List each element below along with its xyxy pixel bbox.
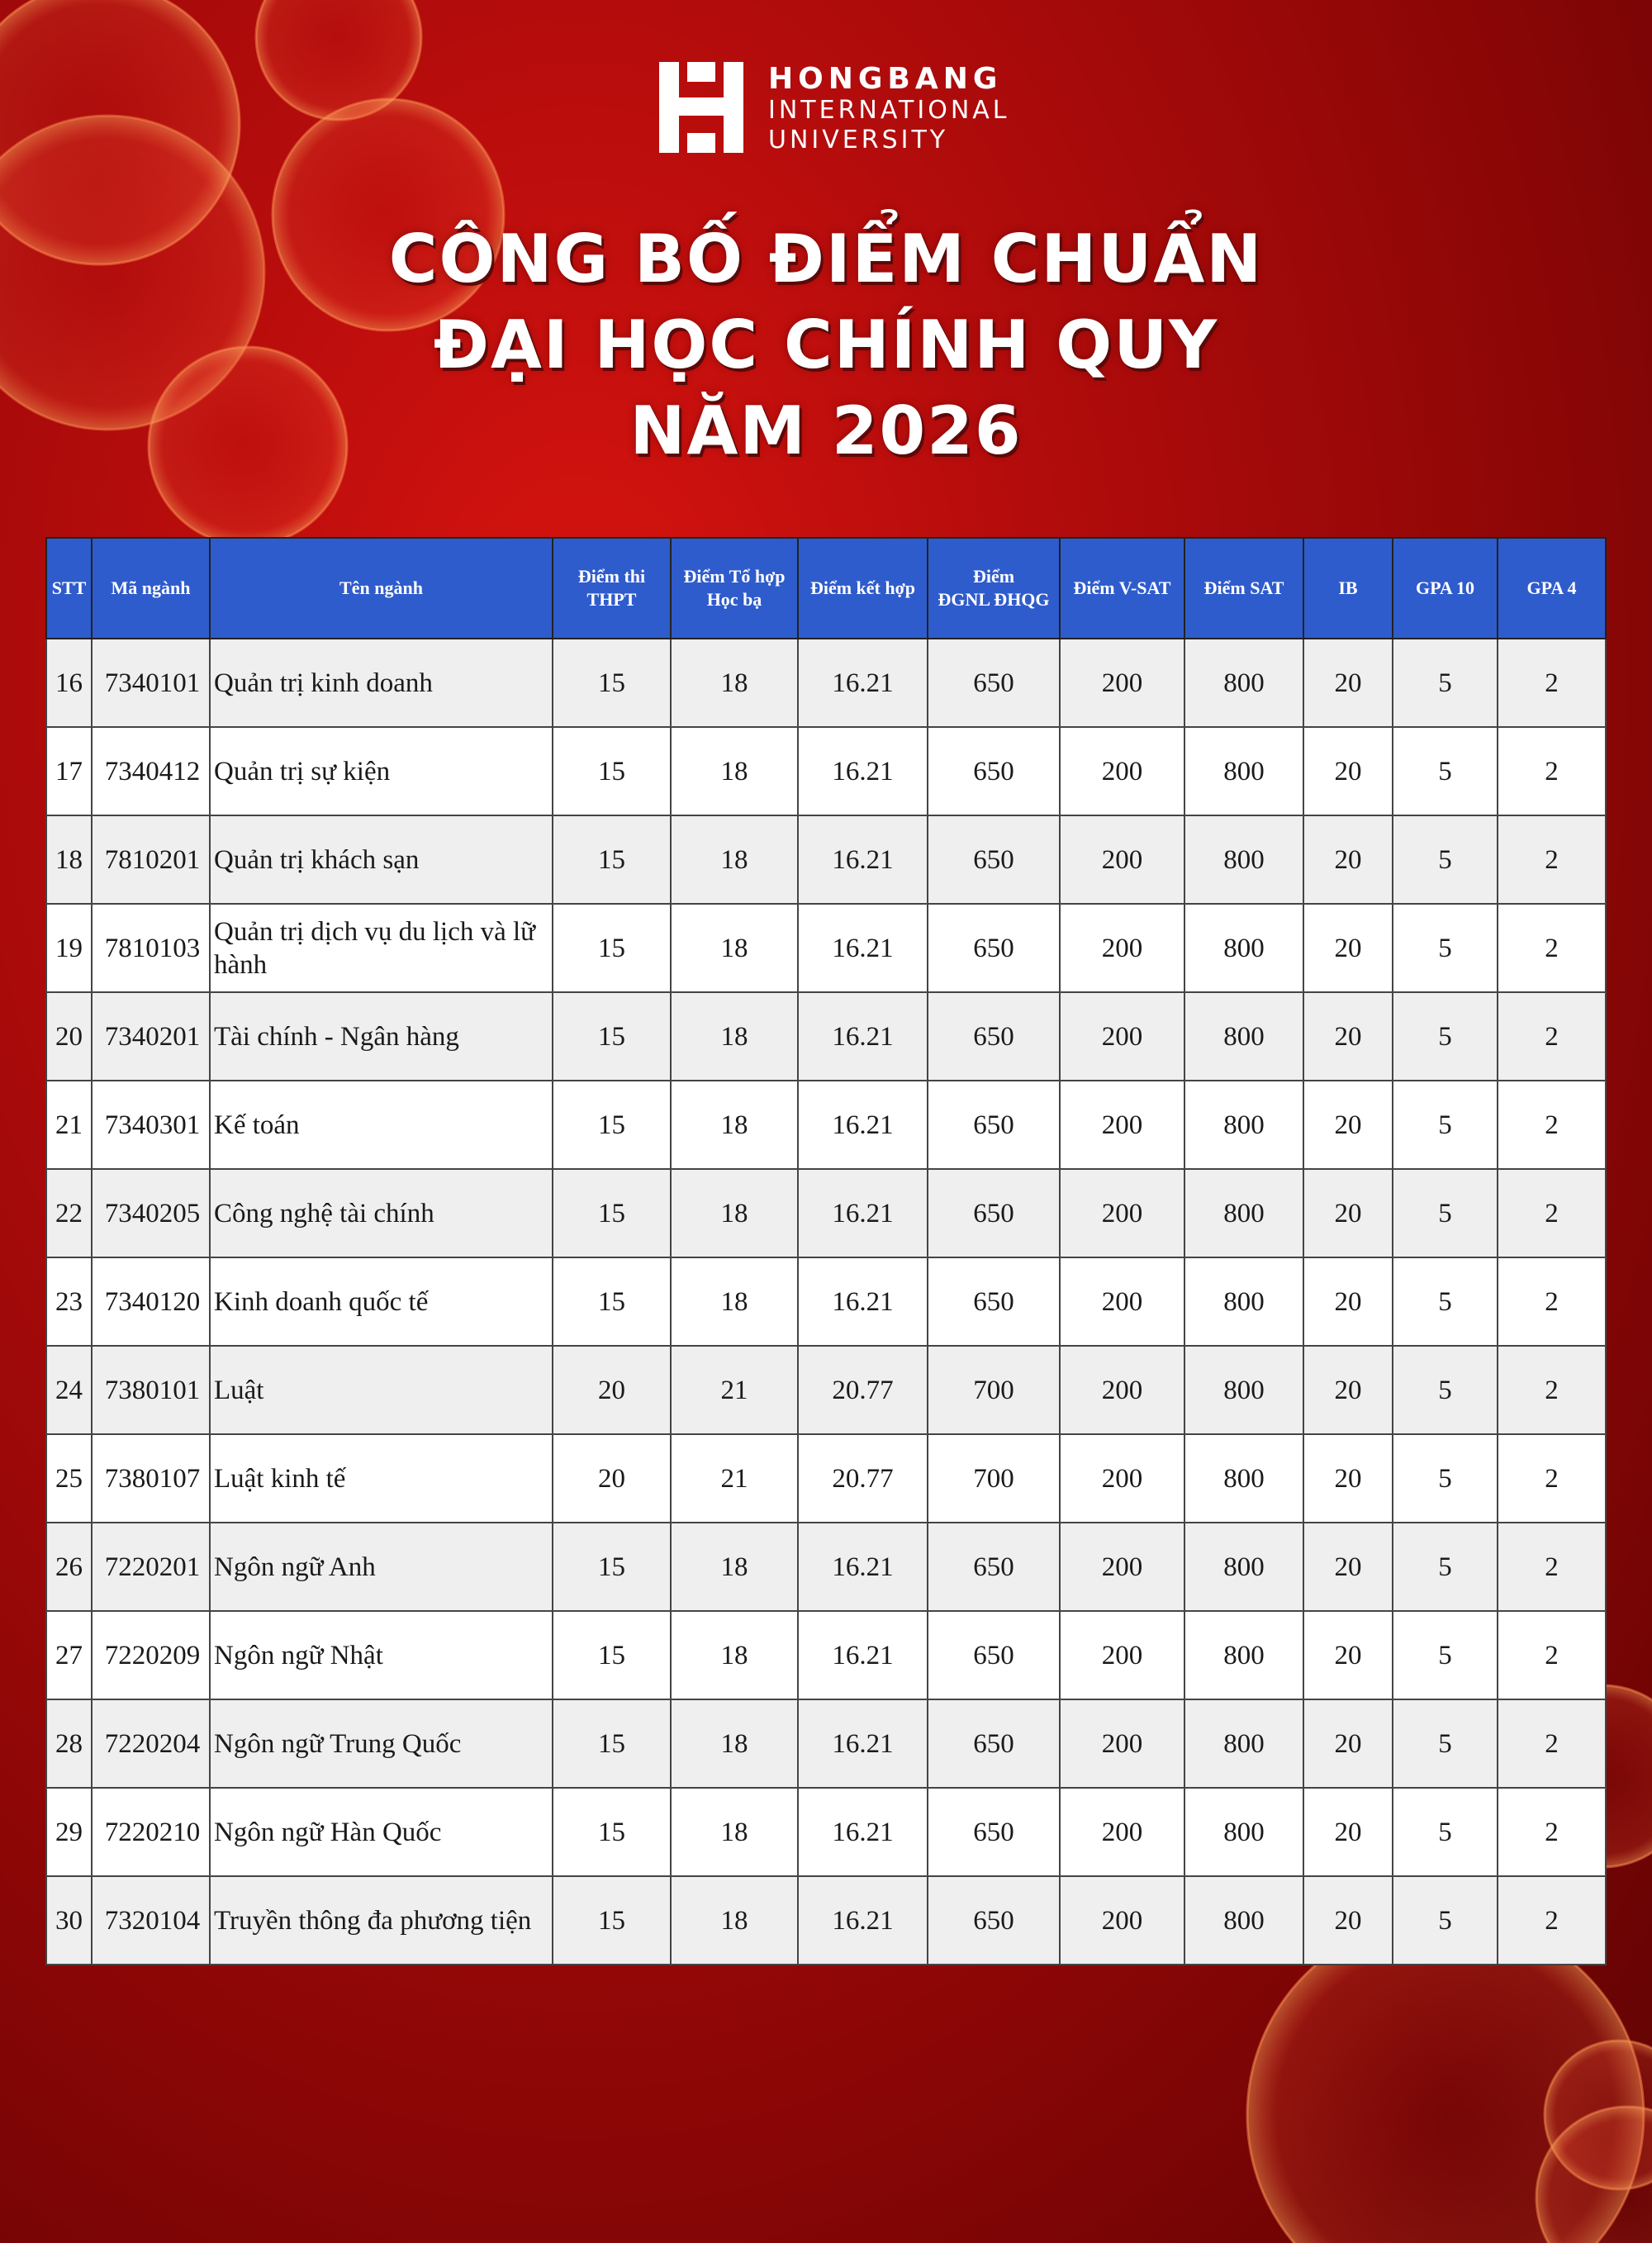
cell-gpa10: 5 <box>1393 1699 1498 1788</box>
cell-gpa4: 2 <box>1498 639 1606 727</box>
cell-ket-hop: 16.21 <box>798 1169 928 1257</box>
cell-ten-nganh: Luật kinh tế <box>210 1434 553 1523</box>
cell-vsat: 200 <box>1060 1699 1184 1788</box>
cell-thpt: 15 <box>553 639 671 727</box>
cell-ten-nganh: Ngôn ngữ Nhật <box>210 1611 553 1699</box>
cell-sat: 800 <box>1184 1346 1303 1434</box>
table-row <box>46 1611 1606 1699</box>
cell-gpa10: 5 <box>1393 1876 1498 1965</box>
cell-sat: 800 <box>1184 727 1303 815</box>
header-hocba-line2: Học bạ <box>706 589 762 610</box>
table-row <box>46 1434 1606 1523</box>
table-row <box>46 1523 1606 1611</box>
cell-dgnl: 650 <box>928 992 1060 1081</box>
cell-ket-hop: 16.21 <box>798 1699 928 1788</box>
table-row <box>46 1788 1606 1876</box>
cell-stt: 18 <box>46 815 92 904</box>
cell-gpa10: 5 <box>1393 904 1498 992</box>
cell-ket-hop: 16.21 <box>798 639 928 727</box>
cell-hoc-ba: 18 <box>671 1169 798 1257</box>
cell-ma-nganh: 7380101 <box>92 1346 210 1434</box>
cell-gpa10: 5 <box>1393 1611 1498 1699</box>
admission-score-table <box>45 537 1607 1965</box>
cell-ma-nganh: 7810103 <box>92 904 210 992</box>
cell-gpa4: 2 <box>1498 992 1606 1081</box>
logo-wordmark <box>768 63 1010 155</box>
header-hocba-line1: Điểm Tổ hợp <box>683 566 786 587</box>
cell-hoc-ba: 18 <box>671 904 798 992</box>
page-title <box>0 216 1652 474</box>
header-ib: IB <box>1303 538 1393 639</box>
header-vsat: Điểm V-SAT <box>1060 538 1184 639</box>
cell-stt: 28 <box>46 1699 92 1788</box>
cell-dgnl: 650 <box>928 1788 1060 1876</box>
cell-hoc-ba: 18 <box>671 727 798 815</box>
header-dgnl <box>928 538 1060 639</box>
admission-score-table-container <box>45 537 1605 1965</box>
cell-ma-nganh: 7380107 <box>92 1434 210 1523</box>
cell-ib: 20 <box>1303 1081 1393 1169</box>
cell-dgnl: 650 <box>928 1169 1060 1257</box>
cell-sat: 800 <box>1184 1699 1303 1788</box>
table-row <box>46 1346 1606 1434</box>
logo-line-1: HONGBANG <box>768 62 1003 96</box>
cell-ma-nganh: 7340201 <box>92 992 210 1081</box>
cell-gpa10: 5 <box>1393 639 1498 727</box>
cell-dgnl: 650 <box>928 815 1060 904</box>
cell-gpa4: 2 <box>1498 1346 1606 1434</box>
cell-dgnl: 650 <box>928 1081 1060 1169</box>
cell-hoc-ba: 18 <box>671 1611 798 1699</box>
cell-sat: 800 <box>1184 639 1303 727</box>
cell-dgnl: 650 <box>928 904 1060 992</box>
cell-gpa10: 5 <box>1393 1434 1498 1523</box>
cell-ma-nganh: 7220210 <box>92 1788 210 1876</box>
cell-ten-nganh: Quản trị khách sạn <box>210 815 553 904</box>
cell-vsat: 200 <box>1060 1081 1184 1169</box>
cell-stt: 17 <box>46 727 92 815</box>
cell-vsat: 200 <box>1060 992 1184 1081</box>
cell-sat: 800 <box>1184 992 1303 1081</box>
title-line-3: NĂM 2026 <box>629 392 1023 469</box>
table-row <box>46 815 1606 904</box>
cell-sat: 800 <box>1184 1876 1303 1965</box>
cell-thpt: 15 <box>553 1523 671 1611</box>
cell-thpt: 20 <box>553 1434 671 1523</box>
cell-stt: 21 <box>46 1081 92 1169</box>
cell-dgnl: 650 <box>928 1699 1060 1788</box>
cell-ib: 20 <box>1303 1699 1393 1788</box>
cell-gpa4: 2 <box>1498 1876 1606 1965</box>
cell-ib: 20 <box>1303 904 1393 992</box>
cell-thpt: 15 <box>553 815 671 904</box>
cell-sat: 800 <box>1184 1434 1303 1523</box>
header-thpt <box>553 538 671 639</box>
cell-vsat: 200 <box>1060 1876 1184 1965</box>
cell-ib: 20 <box>1303 815 1393 904</box>
cell-dgnl: 650 <box>928 1523 1060 1611</box>
cell-gpa4: 2 <box>1498 1611 1606 1699</box>
title-line-2: ĐẠI HỌC CHÍNH QUY <box>433 307 1219 383</box>
cell-gpa4: 2 <box>1498 1699 1606 1788</box>
cell-gpa4: 2 <box>1498 1169 1606 1257</box>
cell-hoc-ba: 18 <box>671 815 798 904</box>
cell-ten-nganh: Ngôn ngữ Hàn Quốc <box>210 1788 553 1876</box>
cell-stt: 23 <box>46 1257 92 1346</box>
cell-hoc-ba: 18 <box>671 1876 798 1965</box>
cell-stt: 19 <box>46 904 92 992</box>
cell-ma-nganh: 7340101 <box>92 639 210 727</box>
cell-ib: 20 <box>1303 1169 1393 1257</box>
cell-ten-nganh: Quản trị dịch vụ du lịch và lữ hành <box>210 904 553 992</box>
cell-gpa4: 2 <box>1498 1257 1606 1346</box>
cell-ten-nganh: Ngôn ngữ Trung Quốc <box>210 1699 553 1788</box>
cell-gpa4: 2 <box>1498 1434 1606 1523</box>
cell-sat: 800 <box>1184 1257 1303 1346</box>
header-ten-nganh: Tên ngành <box>210 538 553 639</box>
header-dgnl-line2: ĐGNL ĐHQG <box>938 589 1050 610</box>
cell-sat: 800 <box>1184 815 1303 904</box>
table-header-row <box>46 538 1606 639</box>
cell-ket-hop: 16.21 <box>798 1081 928 1169</box>
title-line-1: CÔNG BỐ ĐIỂM CHUẨN <box>388 221 1264 297</box>
table-row <box>46 1169 1606 1257</box>
cell-ten-nganh: Truyền thông đa phương tiện <box>210 1876 553 1965</box>
cell-sat: 800 <box>1184 904 1303 992</box>
cell-thpt: 15 <box>553 1699 671 1788</box>
cell-thpt: 15 <box>553 1876 671 1965</box>
table-row <box>46 992 1606 1081</box>
cell-stt: 16 <box>46 639 92 727</box>
logo-line-2: INTERNATIONAL <box>768 96 1010 125</box>
cell-ten-nganh: Kinh doanh quốc tế <box>210 1257 553 1346</box>
cell-vsat: 200 <box>1060 1611 1184 1699</box>
cell-ma-nganh: 7340301 <box>92 1081 210 1169</box>
cell-dgnl: 650 <box>928 1611 1060 1699</box>
cell-ket-hop: 20.77 <box>798 1346 928 1434</box>
cell-stt: 27 <box>46 1611 92 1699</box>
cell-ket-hop: 16.21 <box>798 1611 928 1699</box>
table-row <box>46 727 1606 815</box>
cell-dgnl: 650 <box>928 1257 1060 1346</box>
cell-vsat: 200 <box>1060 904 1184 992</box>
cell-thpt: 15 <box>553 1611 671 1699</box>
cell-hoc-ba: 18 <box>671 1523 798 1611</box>
cell-ten-nganh: Quản trị kinh doanh <box>210 639 553 727</box>
table-row <box>46 1081 1606 1169</box>
cell-ket-hop: 16.21 <box>798 1876 928 1965</box>
cell-sat: 800 <box>1184 1788 1303 1876</box>
cell-gpa10: 5 <box>1393 727 1498 815</box>
cell-ma-nganh: 7220204 <box>92 1699 210 1788</box>
table-row <box>46 1876 1606 1965</box>
header-thpt-line2: THPT <box>586 589 637 610</box>
cell-ten-nganh: Quản trị sự kiện <box>210 727 553 815</box>
cell-ma-nganh: 7810201 <box>92 815 210 904</box>
cell-vsat: 200 <box>1060 1788 1184 1876</box>
cell-sat: 800 <box>1184 1611 1303 1699</box>
cell-dgnl: 650 <box>928 1876 1060 1965</box>
cell-hoc-ba: 21 <box>671 1434 798 1523</box>
cell-gpa4: 2 <box>1498 904 1606 992</box>
cell-stt: 26 <box>46 1523 92 1611</box>
cell-gpa10: 5 <box>1393 1346 1498 1434</box>
university-logo <box>659 59 1031 159</box>
header-gpa10: GPA 10 <box>1393 538 1498 639</box>
cell-ten-nganh: Công nghệ tài chính <box>210 1169 553 1257</box>
cell-vsat: 200 <box>1060 815 1184 904</box>
cell-dgnl: 700 <box>928 1434 1060 1523</box>
logo-line-3: UNIVERSITY <box>768 126 949 154</box>
cell-stt: 22 <box>46 1169 92 1257</box>
header-thpt-line1: Điểm thi <box>577 566 646 587</box>
cell-vsat: 200 <box>1060 727 1184 815</box>
header-dgnl-line1: Điểm <box>972 566 1015 587</box>
cell-ten-nganh: Luật <box>210 1346 553 1434</box>
cell-ib: 20 <box>1303 1346 1393 1434</box>
cell-ma-nganh: 7220201 <box>92 1523 210 1611</box>
cell-ket-hop: 16.21 <box>798 904 928 992</box>
cell-ten-nganh: Kế toán <box>210 1081 553 1169</box>
cell-ib: 20 <box>1303 1257 1393 1346</box>
cell-gpa10: 5 <box>1393 815 1498 904</box>
header-ket-hop: Điểm kết hợp <box>798 538 928 639</box>
cell-dgnl: 650 <box>928 639 1060 727</box>
cell-ten-nganh: Ngôn ngữ Anh <box>210 1523 553 1611</box>
cell-thpt: 15 <box>553 1788 671 1876</box>
cell-gpa10: 5 <box>1393 992 1498 1081</box>
cell-ket-hop: 16.21 <box>798 727 928 815</box>
table-row <box>46 1257 1606 1346</box>
cell-thpt: 15 <box>553 727 671 815</box>
cell-gpa10: 5 <box>1393 1169 1498 1257</box>
cell-gpa4: 2 <box>1498 727 1606 815</box>
cell-ket-hop: 16.21 <box>798 1788 928 1876</box>
cell-gpa10: 5 <box>1393 1257 1498 1346</box>
cell-hoc-ba: 18 <box>671 1699 798 1788</box>
cell-ket-hop: 16.21 <box>798 992 928 1081</box>
cell-thpt: 15 <box>553 1257 671 1346</box>
cell-thpt: 15 <box>553 1169 671 1257</box>
cell-sat: 800 <box>1184 1523 1303 1611</box>
cell-thpt: 20 <box>553 1346 671 1434</box>
cell-stt: 24 <box>46 1346 92 1434</box>
cell-ma-nganh: 7340412 <box>92 727 210 815</box>
header-gpa4: GPA 4 <box>1498 538 1606 639</box>
cell-ket-hop: 16.21 <box>798 1523 928 1611</box>
cell-ma-nganh: 7220209 <box>92 1611 210 1699</box>
cell-ib: 20 <box>1303 1788 1393 1876</box>
cell-gpa4: 2 <box>1498 815 1606 904</box>
cell-ket-hop: 16.21 <box>798 1257 928 1346</box>
cell-thpt: 15 <box>553 1081 671 1169</box>
cell-ma-nganh: 7320104 <box>92 1876 210 1965</box>
cell-ket-hop: 16.21 <box>798 815 928 904</box>
cell-sat: 800 <box>1184 1081 1303 1169</box>
table-row <box>46 1699 1606 1788</box>
cell-vsat: 200 <box>1060 639 1184 727</box>
cell-ma-nganh: 7340205 <box>92 1169 210 1257</box>
cell-hoc-ba: 18 <box>671 639 798 727</box>
cell-ib: 20 <box>1303 1434 1393 1523</box>
cell-stt: 30 <box>46 1876 92 1965</box>
cell-thpt: 15 <box>553 904 671 992</box>
cell-ten-nganh: Tài chính - Ngân hàng <box>210 992 553 1081</box>
cell-ib: 20 <box>1303 1523 1393 1611</box>
cell-vsat: 200 <box>1060 1346 1184 1434</box>
cell-hoc-ba: 18 <box>671 992 798 1081</box>
cell-ib: 20 <box>1303 992 1393 1081</box>
table-row <box>46 904 1606 992</box>
cell-stt: 29 <box>46 1788 92 1876</box>
cell-gpa10: 5 <box>1393 1081 1498 1169</box>
cell-gpa4: 2 <box>1498 1081 1606 1169</box>
cell-vsat: 200 <box>1060 1523 1184 1611</box>
table-body <box>46 639 1606 1965</box>
cell-gpa10: 5 <box>1393 1523 1498 1611</box>
cell-ket-hop: 20.77 <box>798 1434 928 1523</box>
header-sat: Điểm SAT <box>1184 538 1303 639</box>
cell-gpa4: 2 <box>1498 1523 1606 1611</box>
cell-stt: 25 <box>46 1434 92 1523</box>
cell-dgnl: 650 <box>928 727 1060 815</box>
cell-vsat: 200 <box>1060 1257 1184 1346</box>
cell-dgnl: 700 <box>928 1346 1060 1434</box>
cell-hoc-ba: 18 <box>671 1257 798 1346</box>
cell-vsat: 200 <box>1060 1434 1184 1523</box>
cell-hoc-ba: 18 <box>671 1081 798 1169</box>
header-stt: STT <box>46 538 92 639</box>
hiu-logo-icon <box>659 62 743 153</box>
cell-ib: 20 <box>1303 1876 1393 1965</box>
cell-ib: 20 <box>1303 1611 1393 1699</box>
cell-ib: 20 <box>1303 639 1393 727</box>
cell-stt: 20 <box>46 992 92 1081</box>
cell-ma-nganh: 7340120 <box>92 1257 210 1346</box>
cell-gpa10: 5 <box>1393 1788 1498 1876</box>
header-ma-nganh: Mã ngành <box>92 538 210 639</box>
cell-hoc-ba: 21 <box>671 1346 798 1434</box>
cell-sat: 800 <box>1184 1169 1303 1257</box>
cell-vsat: 200 <box>1060 1169 1184 1257</box>
header-hoc-ba <box>671 538 798 639</box>
cell-thpt: 15 <box>553 992 671 1081</box>
cell-ib: 20 <box>1303 727 1393 815</box>
cell-gpa4: 2 <box>1498 1788 1606 1876</box>
cell-hoc-ba: 18 <box>671 1788 798 1876</box>
table-row <box>46 639 1606 727</box>
